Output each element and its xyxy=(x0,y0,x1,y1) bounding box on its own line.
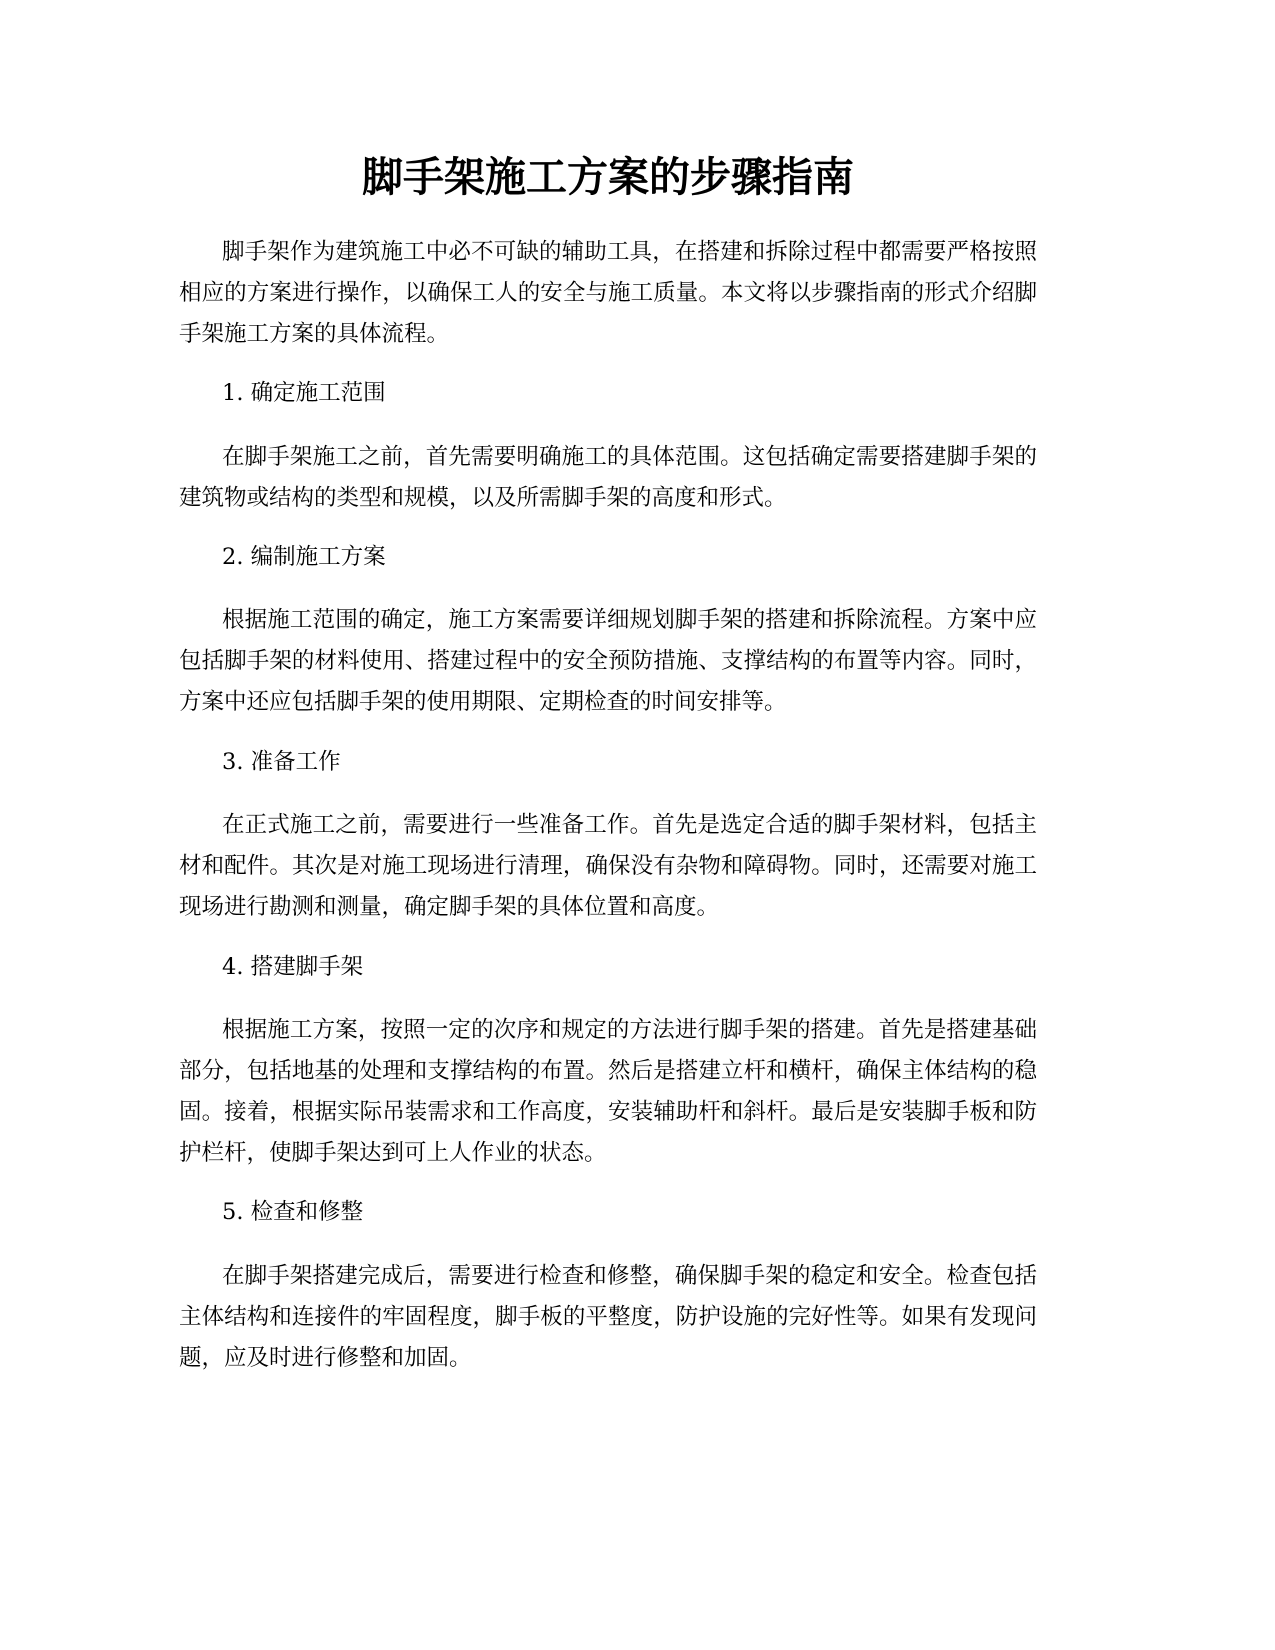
section-heading-5: 5. 检查和修整 xyxy=(222,1199,364,1225)
section-body-1: 在脚手架施工之前，首先需要明确施工的具体范围。这包括确定需要搭建脚手架的建筑物或结构的类型和规模，以及所需脚手架的高度和形式。 xyxy=(179,444,1037,511)
document-title: 脚手架施工方案的步骤指南 xyxy=(362,153,854,201)
section-body-5: 在脚手架搭建完成后，需要进行检查和修整，确保脚手架的稳定和安全。检查包括主体结构和连接件的牢固程度，脚手板的平整度，防护设施的完好性等。如果有发现问题，应及时进行修整和加固。 xyxy=(179,1263,1037,1371)
section-heading-4: 4. 搭建脚手架 xyxy=(222,954,364,980)
intro-paragraph: 脚手架作为建筑施工中必不可缺的辅助工具，在搭建和拆除过程中都需要严格按照相应的方案进行操作，以确保工人的安全与施工质量。本文将以步骤指南的形式介绍脚手架施工方案的具体流程。 xyxy=(179,239,1037,347)
section-body-2: 根据施工范围的确定，施工方案需要详细规划脚手架的搭建和拆除流程。方案中应包括脚手架的材料使用、搭建过程中的安全预防措施、支撑结构的布置等内容。同时，方案中还应包括脚手架的使用期限、定期检查的时间安排等。 xyxy=(179,607,1037,715)
section-body-3: 在正式施工之前，需要进行一些准备工作。首先是选定合适的脚手架材料，包括主材和配件。其次是对施工现场进行清理，确保没有杂物和障碍物。同时，还需要对施工现场进行勘测和测量，确定脚手架的具体位置和高度。 xyxy=(179,812,1037,920)
section-body-4: 根据施工方案，按照一定的次序和规定的方法进行脚手架的搭建。首先是搭建基础部分，包括地基的处理和支撑结构的布置。然后是搭建立杆和横杆，确保主体结构的稳固。接着，根据实际吊装需求和工作高度，安装辅助杆和斜杆。最后是安装脚手板和防护栏杆，使脚手架达到可上人作业的状态。 xyxy=(179,1017,1037,1166)
section-heading-1: 1. 确定施工范围 xyxy=(222,380,386,406)
section-heading-2: 2. 编制施工方案 xyxy=(222,544,386,570)
section-heading-3: 3. 准备工作 xyxy=(222,749,341,775)
